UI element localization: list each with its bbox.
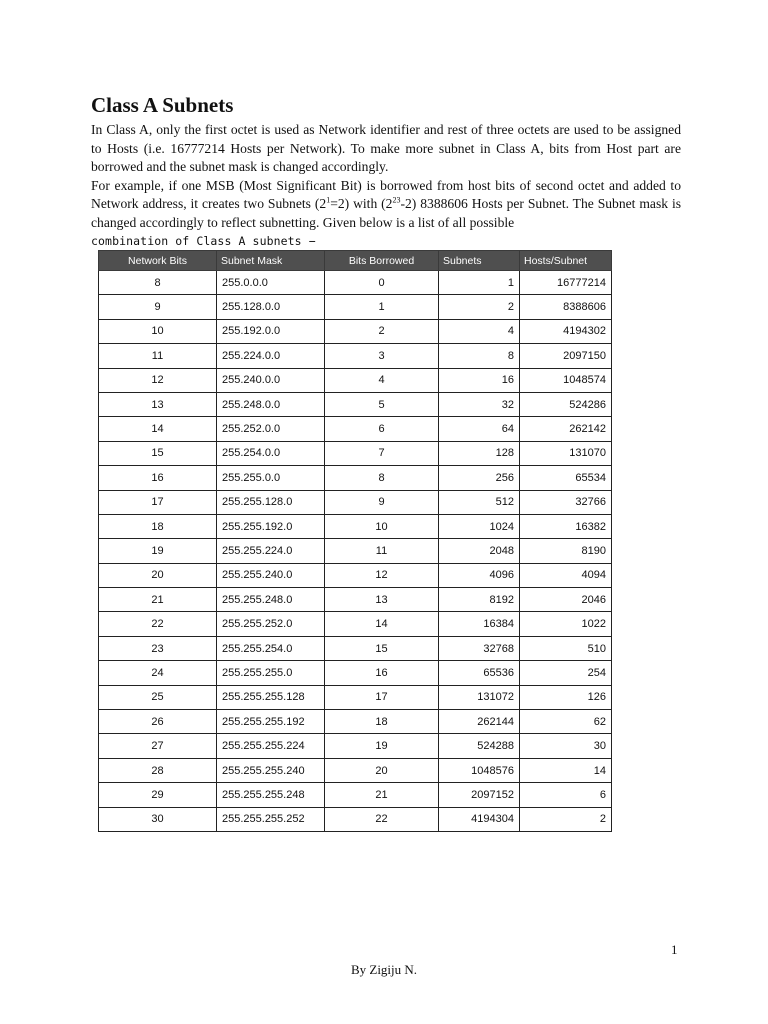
cell-bits-borrowed: 8 (325, 466, 439, 490)
table-row (99, 758, 612, 782)
cell-bits-borrowed: 18 (325, 710, 439, 734)
cell-subnets: 2048 (439, 539, 520, 563)
cell-subnet-mask: 255.255.255.252 (217, 807, 325, 831)
cell-hosts-per-subnet: 254 (520, 661, 612, 685)
body-text (91, 121, 681, 251)
cell-hosts-per-subnet: 65534 (520, 466, 612, 490)
cell-hosts-per-subnet: 2097150 (520, 344, 612, 368)
cell-subnet-mask: 255.255.224.0 (217, 539, 325, 563)
cell-bits-borrowed: 2 (325, 319, 439, 343)
cell-hosts-per-subnet: 30 (520, 734, 612, 758)
cell-subnets: 16 (439, 368, 520, 392)
cell-subnets: 32768 (439, 636, 520, 660)
cell-subnets: 4096 (439, 563, 520, 587)
cell-subnet-mask: 255.252.0.0 (217, 417, 325, 441)
cell-subnet-mask: 255.255.192.0 (217, 514, 325, 538)
example-text-part-1: For example, if one MSB (Most Significant Bit) is borrowed from host bits of second octet and added to Network address, it creates two Subnets (2 (91, 177, 681, 211)
cell-hosts-per-subnet: 126 (520, 685, 612, 709)
table-row (99, 734, 612, 758)
cell-subnets: 131072 (439, 685, 520, 709)
cell-subnet-mask: 255.0.0.0 (217, 271, 325, 295)
cell-network-bits: 27 (99, 734, 217, 758)
exponent-1: 1 (326, 195, 331, 205)
header-hosts-per-subnet: Hosts/Subnet (520, 251, 612, 271)
cell-bits-borrowed: 3 (325, 344, 439, 368)
cell-hosts-per-subnet: 14 (520, 758, 612, 782)
table-row (99, 636, 612, 660)
cell-subnets: 524288 (439, 734, 520, 758)
cell-bits-borrowed: 5 (325, 392, 439, 416)
cell-network-bits: 28 (99, 758, 217, 782)
cell-bits-borrowed: 12 (325, 563, 439, 587)
cell-subnets: 128 (439, 441, 520, 465)
cell-subnets: 32 (439, 392, 520, 416)
cell-subnets: 512 (439, 490, 520, 514)
cell-network-bits: 23 (99, 636, 217, 660)
cell-hosts-per-subnet: 8190 (520, 539, 612, 563)
table-row (99, 271, 612, 295)
header-subnet-mask: Subnet Mask (217, 251, 325, 271)
cell-subnet-mask: 255.255.248.0 (217, 588, 325, 612)
header-network-bits: Network Bits (99, 251, 217, 271)
cell-network-bits: 20 (99, 563, 217, 587)
cell-hosts-per-subnet: 131070 (520, 441, 612, 465)
cell-network-bits: 14 (99, 417, 217, 441)
cell-subnet-mask: 255.255.255.192 (217, 710, 325, 734)
cell-subnets: 16384 (439, 612, 520, 636)
cell-network-bits: 13 (99, 392, 217, 416)
table-row (99, 368, 612, 392)
cell-bits-borrowed: 1 (325, 295, 439, 319)
cell-hosts-per-subnet: 2 (520, 807, 612, 831)
cell-subnet-mask: 255.255.254.0 (217, 636, 325, 660)
cell-bits-borrowed: 6 (325, 417, 439, 441)
table-row (99, 344, 612, 368)
paragraph-intro: In Class A, only the first octet is used as Network identifier and rest of three octets are used to be assigned to Hosts (i.e. 16777214 Hosts per Network). To make more subnet in Class A, bits from Host part are borrowed and the subnet mask is changed accordingly. (91, 122, 681, 174)
cell-subnets: 2 (439, 295, 520, 319)
table-row (99, 490, 612, 514)
header-bits-borrowed: Bits Borrowed (325, 251, 439, 271)
cell-subnets: 2097152 (439, 783, 520, 807)
table-row (99, 441, 612, 465)
cell-subnet-mask: 255.254.0.0 (217, 441, 325, 465)
example-text-part-2: =2) with (2 (330, 196, 393, 211)
cell-subnets: 1024 (439, 514, 520, 538)
cell-subnet-mask: 255.255.128.0 (217, 490, 325, 514)
cell-bits-borrowed: 17 (325, 685, 439, 709)
cell-network-bits: 19 (99, 539, 217, 563)
table-header-row (99, 251, 612, 271)
cell-network-bits: 11 (99, 344, 217, 368)
paragraph-example (91, 177, 681, 233)
cell-hosts-per-subnet: 4094 (520, 563, 612, 587)
cell-subnet-mask: 255.224.0.0 (217, 344, 325, 368)
cell-subnet-mask: 255.255.255.248 (217, 783, 325, 807)
cell-hosts-per-subnet: 4194302 (520, 319, 612, 343)
cell-hosts-per-subnet: 2046 (520, 588, 612, 612)
cell-subnets: 4194304 (439, 807, 520, 831)
cell-hosts-per-subnet: 16777214 (520, 271, 612, 295)
cell-network-bits: 24 (99, 661, 217, 685)
cell-network-bits: 26 (99, 710, 217, 734)
cell-network-bits: 25 (99, 685, 217, 709)
cell-bits-borrowed: 0 (325, 271, 439, 295)
cell-subnets: 1048576 (439, 758, 520, 782)
cell-subnet-mask: 255.255.255.240 (217, 758, 325, 782)
cell-subnets: 65536 (439, 661, 520, 685)
cell-bits-borrowed: 21 (325, 783, 439, 807)
cell-subnet-mask: 255.192.0.0 (217, 319, 325, 343)
cell-subnet-mask: 255.255.255.0 (217, 661, 325, 685)
cell-subnets: 256 (439, 466, 520, 490)
cell-subnets: 64 (439, 417, 520, 441)
cell-network-bits: 29 (99, 783, 217, 807)
cell-hosts-per-subnet: 32766 (520, 490, 612, 514)
cell-bits-borrowed: 13 (325, 588, 439, 612)
cell-hosts-per-subnet: 1022 (520, 612, 612, 636)
cell-bits-borrowed: 11 (325, 539, 439, 563)
page-number: 1 (671, 942, 678, 957)
cell-bits-borrowed: 22 (325, 807, 439, 831)
cell-network-bits: 16 (99, 466, 217, 490)
cell-subnets: 4 (439, 319, 520, 343)
cell-network-bits: 18 (99, 514, 217, 538)
cell-bits-borrowed: 10 (325, 514, 439, 538)
table-row (99, 710, 612, 734)
cell-subnets: 262144 (439, 710, 520, 734)
table-body (99, 271, 612, 832)
cell-network-bits: 9 (99, 295, 217, 319)
cell-subnet-mask: 255.255.255.128 (217, 685, 325, 709)
table-row (99, 563, 612, 587)
cell-hosts-per-subnet: 16382 (520, 514, 612, 538)
page-title: Class A Subnets (91, 93, 234, 117)
table-row (99, 807, 612, 831)
table-row (99, 319, 612, 343)
table-row (99, 295, 612, 319)
cell-network-bits: 12 (99, 368, 217, 392)
cell-network-bits: 17 (99, 490, 217, 514)
table-row (99, 783, 612, 807)
cell-hosts-per-subnet: 8388606 (520, 295, 612, 319)
cell-subnet-mask: 255.240.0.0 (217, 368, 325, 392)
table-row (99, 588, 612, 612)
cell-bits-borrowed: 20 (325, 758, 439, 782)
cell-network-bits: 21 (99, 588, 217, 612)
cell-bits-borrowed: 9 (325, 490, 439, 514)
cell-subnets: 8192 (439, 588, 520, 612)
footer-author: By Zigiju N. (350, 962, 418, 977)
cell-hosts-per-subnet: 6 (520, 783, 612, 807)
subnet-table (98, 250, 612, 832)
cell-hosts-per-subnet: 510 (520, 636, 612, 660)
cell-network-bits: 22 (99, 612, 217, 636)
table-row (99, 685, 612, 709)
table-row (99, 539, 612, 563)
header-subnets: Subnets (439, 251, 520, 271)
table-row (99, 466, 612, 490)
cell-bits-borrowed: 14 (325, 612, 439, 636)
cell-subnet-mask: 255.255.240.0 (217, 563, 325, 587)
table-lead-in: combination of Class A subnets − (91, 234, 316, 248)
cell-subnet-mask: 255.128.0.0 (217, 295, 325, 319)
table-row (99, 514, 612, 538)
cell-bits-borrowed: 7 (325, 441, 439, 465)
cell-network-bits: 30 (99, 807, 217, 831)
cell-subnets: 8 (439, 344, 520, 368)
exponent-23: 23 (392, 195, 401, 205)
table-row (99, 392, 612, 416)
table-row (99, 612, 612, 636)
table-row (99, 417, 612, 441)
cell-bits-borrowed: 15 (325, 636, 439, 660)
cell-hosts-per-subnet: 1048574 (520, 368, 612, 392)
cell-bits-borrowed: 4 (325, 368, 439, 392)
table-row (99, 661, 612, 685)
cell-subnet-mask: 255.255.255.224 (217, 734, 325, 758)
cell-hosts-per-subnet: 62 (520, 710, 612, 734)
cell-hosts-per-subnet: 262142 (520, 417, 612, 441)
cell-bits-borrowed: 16 (325, 661, 439, 685)
cell-subnet-mask: 255.255.0.0 (217, 466, 325, 490)
cell-bits-borrowed: 19 (325, 734, 439, 758)
cell-subnet-mask: 255.255.252.0 (217, 612, 325, 636)
example-text-part-3: -2) 8388606 Hosts per Subnet. The Subnet mask is changed accordingly to reflect subnetting. Given below is a list of all possible (91, 196, 682, 230)
cell-network-bits: 10 (99, 319, 217, 343)
cell-subnets: 1 (439, 271, 520, 295)
cell-subnet-mask: 255.248.0.0 (217, 392, 325, 416)
cell-hosts-per-subnet: 524286 (520, 392, 612, 416)
cell-network-bits: 8 (99, 271, 217, 295)
cell-network-bits: 15 (99, 441, 217, 465)
